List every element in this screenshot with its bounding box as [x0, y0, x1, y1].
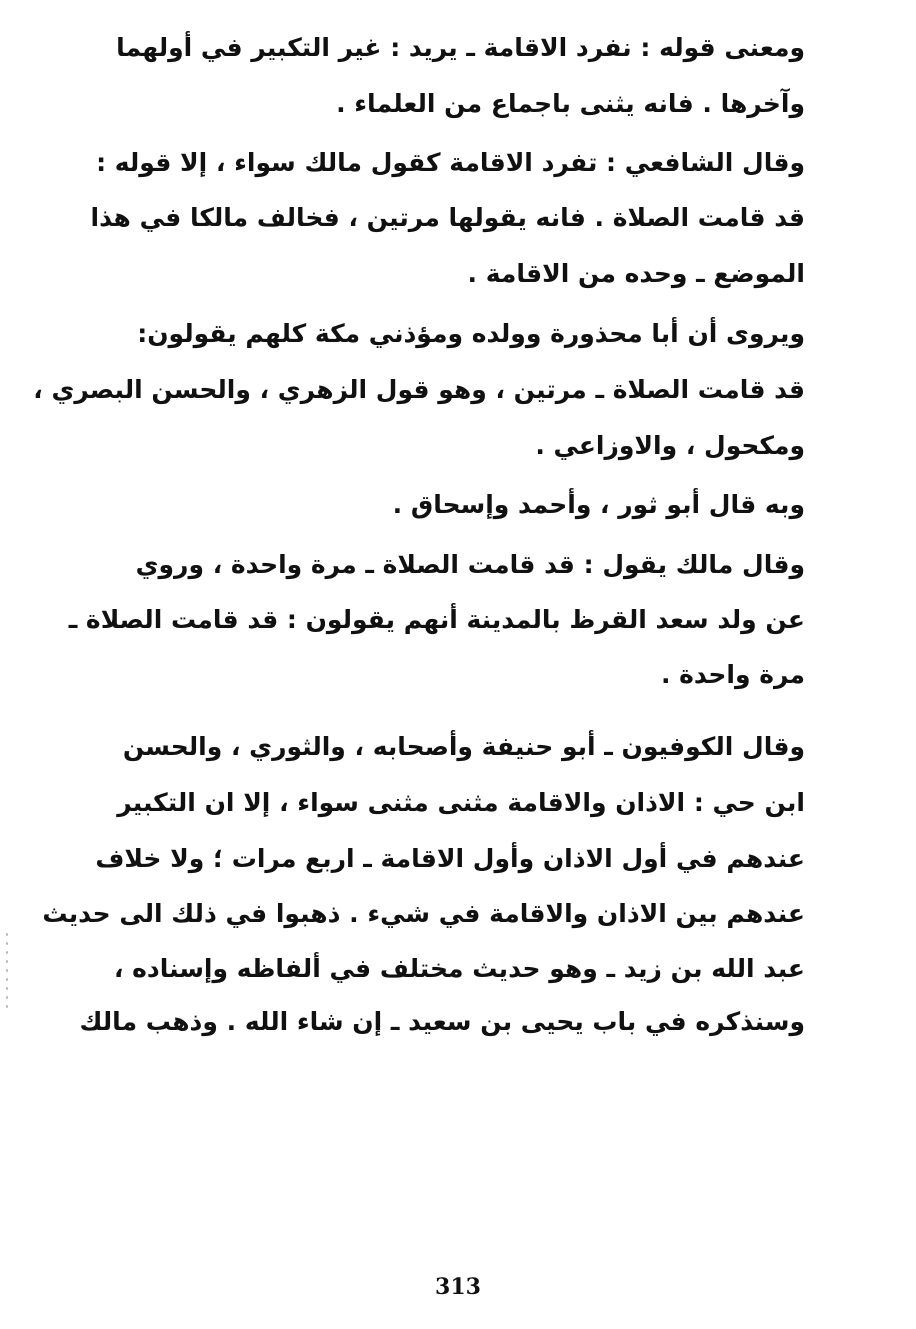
- text-line: عبد الله بن زيد ـ وهو حديث مختلف في ألفاظه وإسناده ،: [113, 954, 805, 983]
- text-line: الموضع ـ وحده من الاقامة .: [467, 259, 805, 288]
- page-number: 313: [435, 1274, 481, 1300]
- text-line: ومعنى قوله : نفرد الاقامة ـ يريد : غير التكبير في أولهما: [116, 33, 805, 62]
- scan-margin-speckles: [4, 930, 10, 1010]
- text-line: وسنذكره في باب يحيى بن سعيد ـ إن شاء الله . وذهب مالك: [79, 1007, 805, 1036]
- text-line: ومكحول ، والاوزاعي .: [535, 431, 805, 460]
- text-line: قد قامت الصلاة ـ مرتين ، وهو قول الزهري ، والحسن البصري ،: [33, 375, 805, 404]
- text-line: وبه قال أبو ثور ، وأحمد وإسحاق .: [392, 490, 805, 519]
- text-line: ويروى أن أبا محذورة وولده ومؤذني مكة كلهم يقولون:: [137, 319, 805, 348]
- text-line: وآخرها . فانه يثنى باجماع من العلماء .: [336, 89, 805, 118]
- text-line: مرة واحدة .: [660, 660, 805, 689]
- text-line: وقال الشافعي : تفرد الاقامة كقول مالك سواء ، إلا قوله :: [96, 148, 805, 177]
- text-line: وقال الكوفيون ـ أبو حنيفة وأصحابه ، والثوري ، والحسن: [122, 732, 805, 761]
- text-line: قد قامت الصلاة . فانه يقولها مرتين ، فخالف مالكا في هذا: [90, 203, 805, 232]
- text-line: عندهم بين الاذان والاقامة في شيء . ذهبوا في ذلك الى حديث: [42, 899, 805, 928]
- text-line: عندهم في أول الاذان وأول الاقامة ـ اربع مرات ؛ ولا خلاف: [95, 844, 805, 873]
- text-line: ابن حي : الاذان والاقامة مثنى مثنى سواء ، إلا ان التكبير: [117, 788, 805, 817]
- text-line: وقال مالك يقول : قد قامت الصلاة ـ مرة واحدة ، وروي: [135, 550, 805, 579]
- text-line: عن ولد سعد القرظ بالمدينة أنهم يقولون : قد قامت الصلاة ـ: [68, 605, 805, 634]
